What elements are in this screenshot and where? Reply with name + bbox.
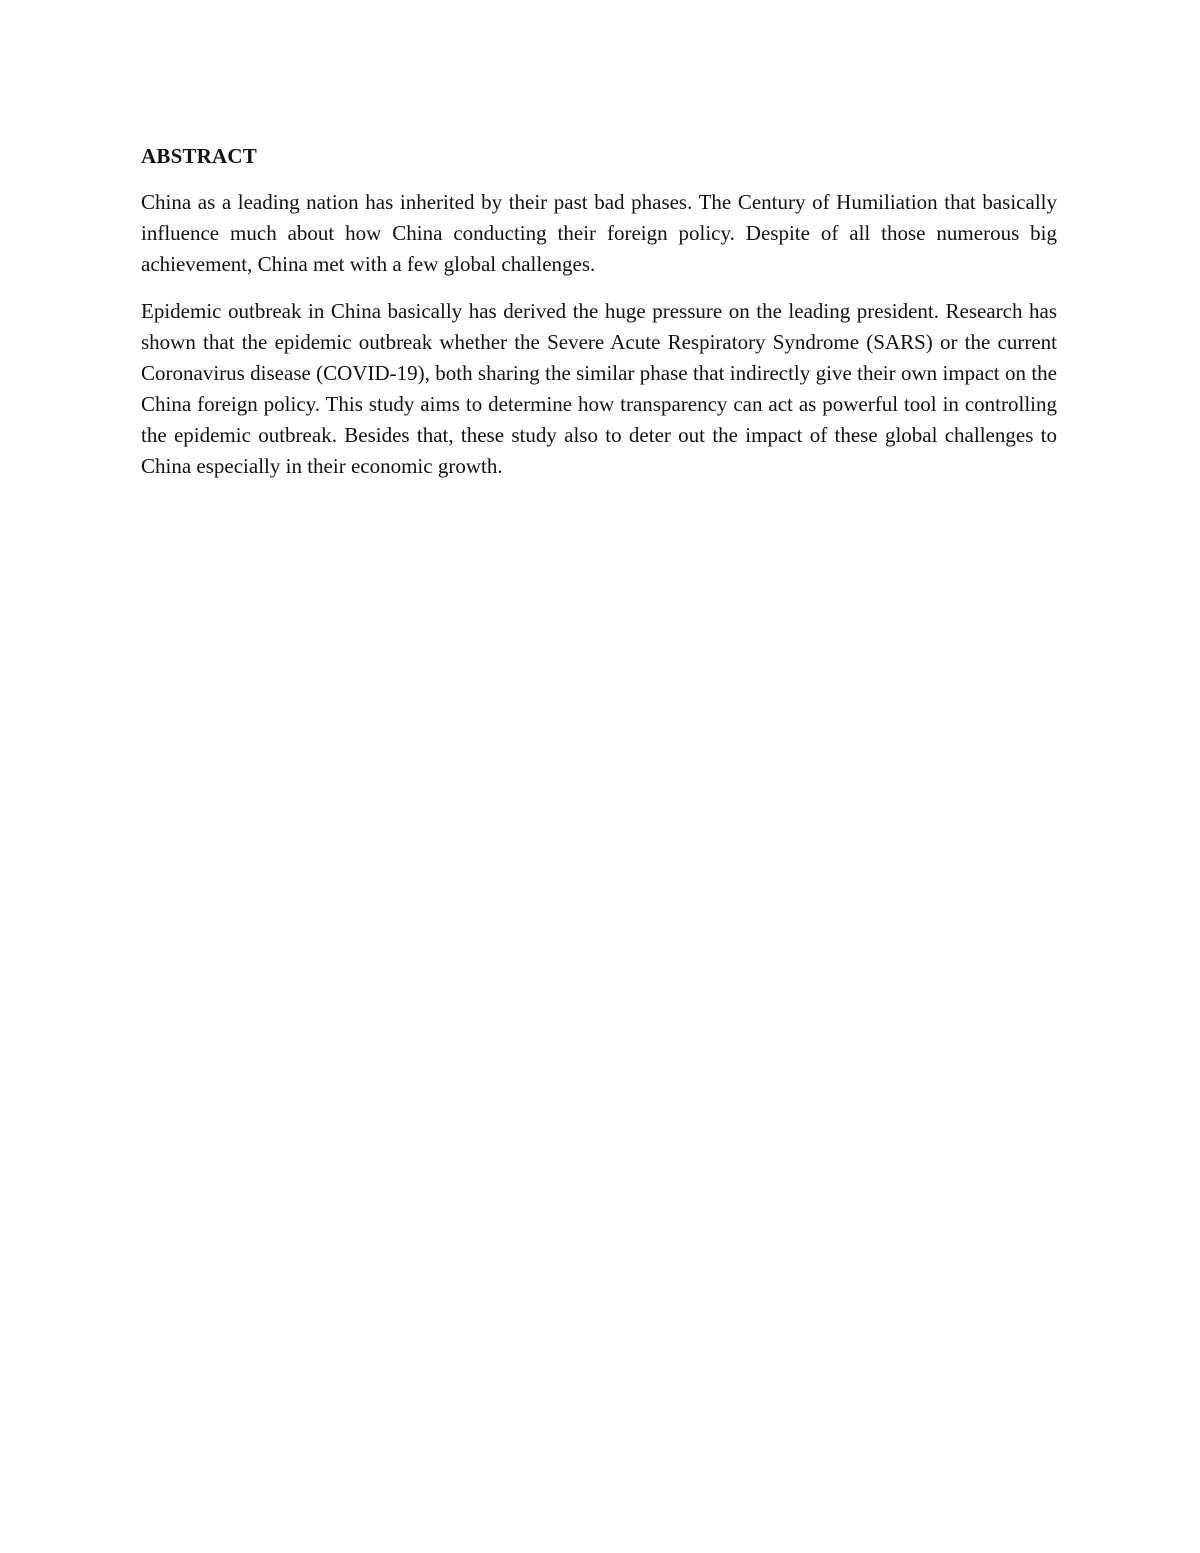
abstract-heading: ABSTRACT [141, 144, 257, 168]
abstract-paragraph-2: Epidemic outbreak in China basically has derived the huge pressure on the leading president. Research has shown that the epidemic outbreak whether the Severe Acute Respiratory Syndrome (SARS) or the current Coronavirus disease (COVID-19), both sharing the similar phase that indirectly give their own impact on the China foreign policy. This study aims to determine how transparency can act as powerful tool in controlling the epidemic outbreak. Besides that, these study also to deter out the impact of these global challenges to China especially in their economic growth. [141, 299, 1057, 478]
abstract-paragraph-1: China as a leading nation has inherited by their past bad phases. The Century of Humiliation that basically influence much about how China conducting their foreign policy. Despite of all those numerous big achievement, China met with a few global challenges. [141, 190, 1057, 276]
abstract-section [141, 142, 1057, 498]
